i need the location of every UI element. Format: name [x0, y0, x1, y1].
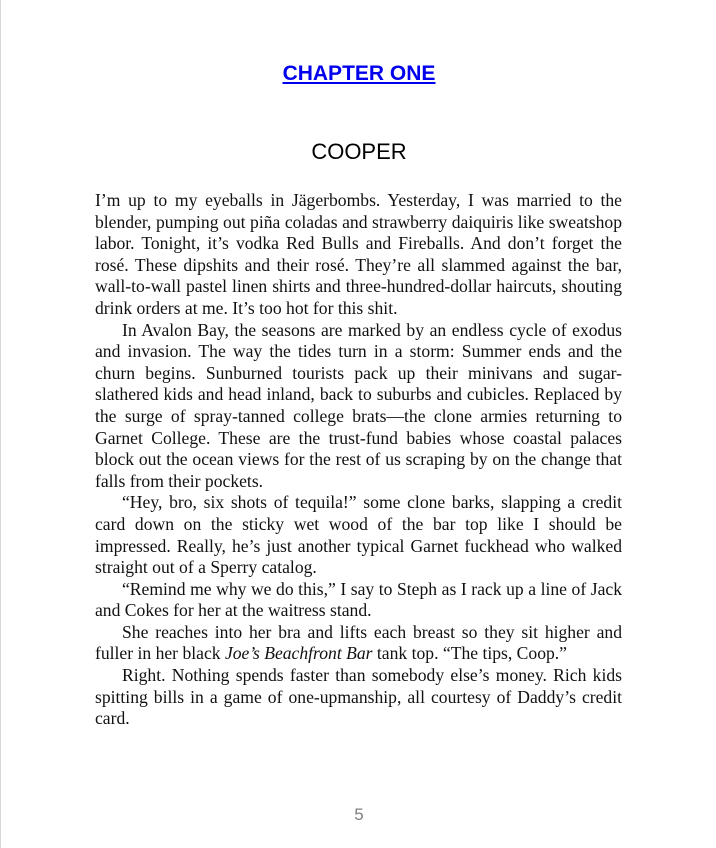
page-number: 5 [354, 805, 364, 824]
chapter-body [95, 190, 622, 730]
paragraph-text: She reaches into her bra and lifts each breast so they sit higher and fuller in her black [95, 621, 622, 664]
chapter-subtitle: COOPER [311, 139, 407, 164]
paragraph: “Remind me why we do this,” I say to Steph as I rack up a line of Jack and Cokes for her at the waitress stand. [95, 578, 622, 621]
chapter-title-link[interactable]: CHAPTER ONE [282, 62, 436, 85]
chapter-heading [1, 60, 716, 88]
paragraph: I’m up to my eyeballs in Jägerbombs. Yesterday, I was married to the blender, pumping out piña coladas and strawberry daiquiris like sweatshop labor. Tonight, it’s vodka Red Bulls and Fireballs. And don’t forget the rosé. These dipshits and their rosé. They’re all slammed against the bar, wall-to-wall pastel linen shirts and three-hundred-dollar haircuts, shouting drink orders at me. It’s too hot for this shit. [95, 190, 622, 318]
paragraph-text: tank top. “The tips, Coop.” [372, 643, 567, 664]
italic-bar-name: Joe’s Beachfront Bar [224, 643, 373, 664]
paragraph: “Hey, bro, six shots of tequila!” some clone barks, slapping a credit card down on the sticky wet wood of the bar top like I should be impressed. Really, he’s just another typical Garnet fuckhead who walked straight out of a Sperry catalog. [95, 492, 622, 578]
paragraph [95, 622, 622, 665]
paragraph: Right. Nothing spends faster than somebody else’s money. Rich kids spitting bills in a game of one-upmanship, all courtesy of Daddy’s credit card. [95, 665, 622, 729]
paragraph: In Avalon Bay, the seasons are marked by an endless cycle of exodus and invasion. The way the tides turn in a storm: Summer ends and the churn begins. Sunburned tourists pack up their minivans and sugar-slathered kids and head inland, back to suburbs and cubicles. Replaced by the surge of spray-tanned college brats—the clone armies returning to Garnet College. These are the trust-fund babies whose coastal palaces block out the ocean views for the rest of us scraping by on the change that falls from their pockets. [95, 319, 622, 491]
